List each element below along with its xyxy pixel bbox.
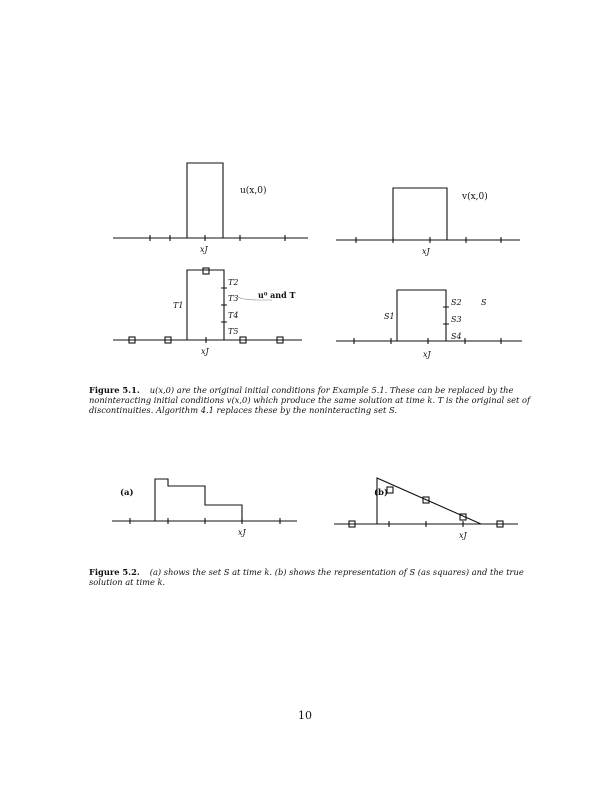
t5-label: T5 xyxy=(228,327,239,336)
caption-text: u(x,0) are the original initial conditions for Example 5.1. These can be replaced by the noninteracting initial conditions v(x,0) which produce the same solution at time k. T is the original set of discontinuities. Algorithm 4.1 replaces these by the noninteracting set S. xyxy=(89,385,531,415)
t1-label: T1 xyxy=(173,301,184,310)
u-label: u(x,0) xyxy=(240,186,267,196)
caption-label: Figure 5.1. xyxy=(89,385,140,395)
t2-label: T2 xyxy=(228,278,239,287)
v-label: v(x,0) xyxy=(462,192,488,202)
figure-5-1-caption xyxy=(89,385,535,415)
panel-s-set xyxy=(336,290,522,359)
xj-label: xJ xyxy=(459,531,467,540)
page-number: 10 xyxy=(298,709,312,722)
xj-label: xJ xyxy=(238,528,246,537)
panel-u-initial xyxy=(113,163,308,254)
t4-label: T4 xyxy=(228,311,239,320)
xj-label: xJ xyxy=(422,247,430,256)
t3-label: T3 xyxy=(228,294,239,303)
caption-label: Figure 5.2. xyxy=(89,567,140,577)
s3-label: S3 xyxy=(451,315,462,324)
xj-label: xJ xyxy=(423,350,431,359)
panel-v-initial xyxy=(336,188,520,256)
xj-label: xJ xyxy=(200,245,208,254)
caption-text: (a) shows the set S at time k. (b) shows the representation of S (as squares) and the true solution at time k. xyxy=(89,567,524,587)
panel-t-set xyxy=(113,268,302,356)
u0-and-t-label: u⁰ and T xyxy=(258,290,296,300)
panel-b-label: (b) xyxy=(374,488,388,498)
s1-label: S1 xyxy=(384,312,395,321)
panel-a-set-s xyxy=(112,479,297,537)
panel-b-representation xyxy=(334,478,518,540)
panel-a-label: (a) xyxy=(120,488,134,498)
s-set-label: S xyxy=(481,298,487,307)
figure-5-2-caption xyxy=(89,567,535,587)
s4-label: S4 xyxy=(451,332,462,341)
s2-label: S2 xyxy=(451,298,462,307)
xj-label: xJ xyxy=(201,347,209,356)
